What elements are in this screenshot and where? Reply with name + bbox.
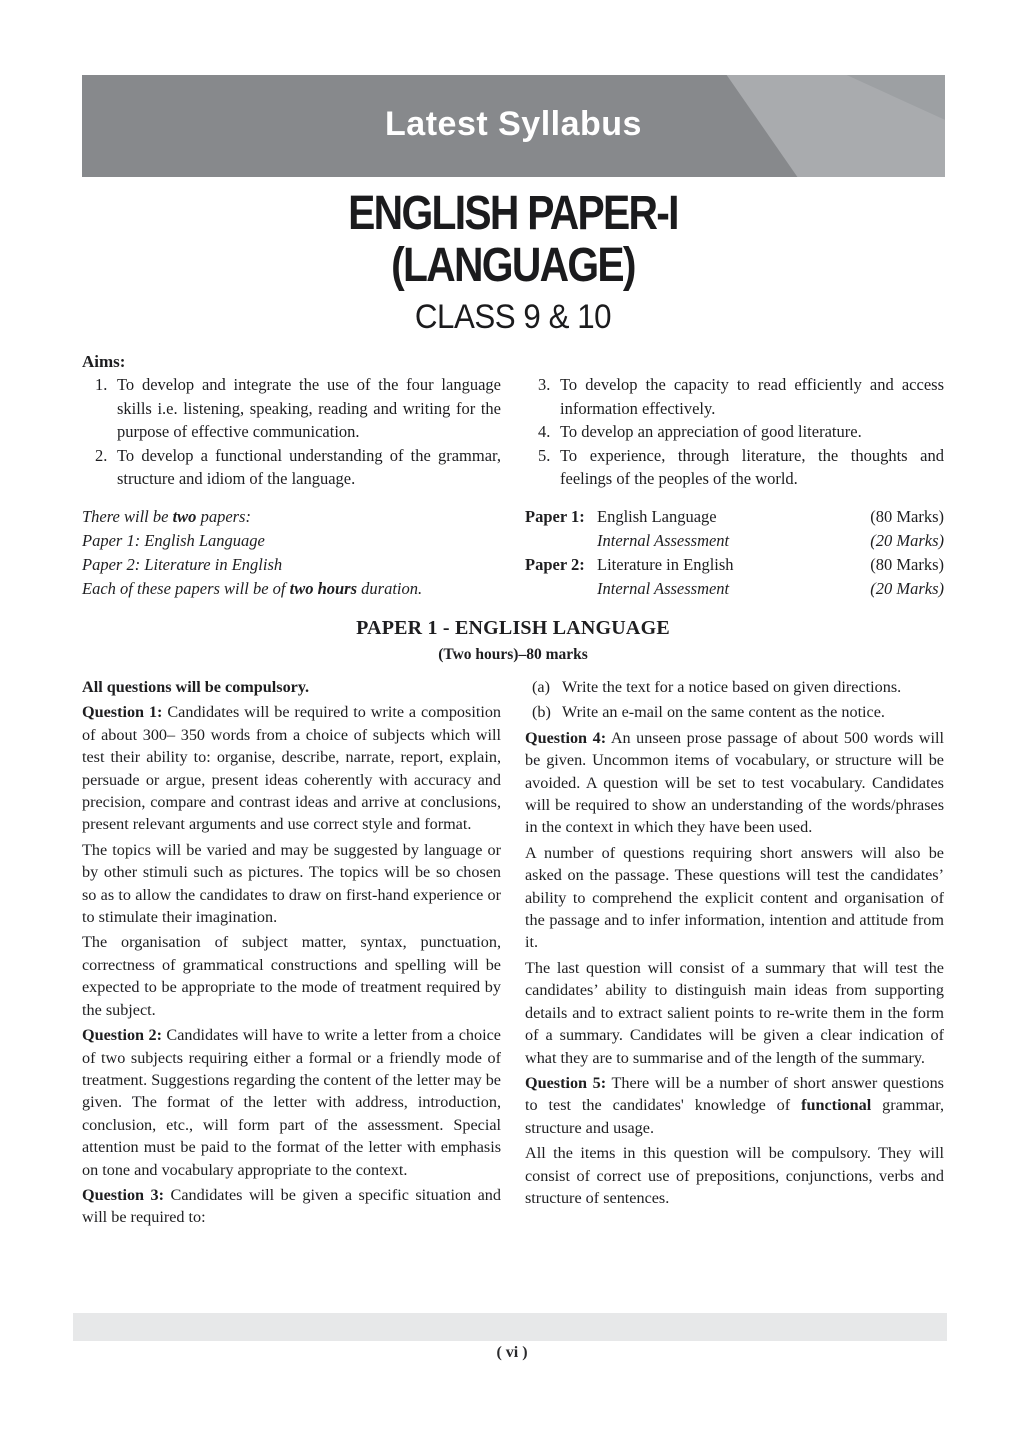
paper-label: Paper 1:	[525, 507, 585, 526]
organisation-paragraph: The organisation of subject matter, syntax, punctuation, correctness of grammatical constructions and spelling will be expected to be appropriate to the mode of treatment required by the subject.	[82, 933, 501, 1019]
paper-marks: (20 Marks)	[870, 531, 944, 550]
aim-item-2	[82, 444, 501, 491]
aim-item-4	[525, 420, 944, 444]
section-subheading: (Two hours)–80 marks	[438, 646, 588, 663]
summary-paragraph: The last question will consist of a summary that will test the candidates’ ability to distinguish main ideas from supporting details and to extract salient points to re-write them in the form of a summary. Candidates will be given a clear indication of what they are to summarise and of the length of the summary.	[525, 958, 944, 1067]
papers-note	[82, 505, 501, 601]
question-5-text-before: There will be a number of short answer questions to test the candidates' knowledge of	[525, 1073, 944, 1115]
list-item-a-number: (a)	[532, 678, 550, 696]
paper-row	[525, 577, 944, 601]
aim-text: To experience, through literature, the thoughts and feelings of the peoples of the world.	[560, 445, 944, 489]
paper-name: English Language	[597, 507, 717, 526]
short-answers-paragraph: A number of questions requiring short answers will also be asked on the passage. These questions will test the candidates’ ability to comprehend the explicit content and organisation of the passage and to infer information, intention and attitude from it.	[525, 843, 944, 952]
paper-label	[525, 529, 597, 553]
aim-number: 3.	[538, 375, 551, 394]
aim-text: To develop and integrate the use of the four language skills i.e. listening, speaking, reading and writing for the purpose of effective communication.	[117, 375, 501, 442]
paper-marks: (80 Marks)	[870, 507, 944, 526]
syllabus-banner	[82, 75, 945, 177]
papers-overview-section	[82, 505, 944, 601]
question-4-label: Question 4:	[525, 728, 607, 747]
section-heading: PAPER 1 - ENGLISH LANGUAGE	[356, 617, 670, 639]
paper-row	[525, 529, 944, 553]
list-item-a-text: Write the text for a notice based on given directions.	[562, 678, 902, 696]
question-1-label: Question 1:	[82, 703, 163, 722]
note-line-2: Paper 1: English Language	[82, 531, 265, 550]
question-3-label: Question 3:	[82, 1185, 165, 1204]
aim-item-5	[525, 444, 944, 491]
footer-bar	[73, 1313, 947, 1341]
paper-marks: (20 Marks)	[870, 579, 944, 598]
aims-list-left	[82, 373, 501, 491]
question-5-paragraph	[525, 1072, 944, 1139]
aim-text: To develop an appreciation of good literature.	[560, 422, 862, 442]
aims-list-right	[525, 373, 944, 491]
aim-text: To develop the capacity to read efficiently and access information effectively.	[560, 375, 944, 418]
list-item-b-text: Write an e-mail on the same content as the notice.	[562, 703, 885, 722]
note-text: There will be	[82, 507, 173, 526]
question-4-text: An unseen prose passage of about 500 words will be given. Uncommon items of vocabulary, or structure will be avoided. A question will be set to test vocabulary. Candidates will be required to show an understanding of the words/phrases in the context in which they have been used.	[525, 728, 944, 837]
question-1-text: Candidates will be required to write a composition of about 300– 350 words from a choice of subjects which will test their ability to: organise, describe, narrate, report, explain, persuade or argue, present ideas coherently with accuracy and precision, compare and contrast ideas and arrive at conclusions, present relevant arguments and use correct style and format.	[82, 703, 502, 834]
paper-label	[525, 577, 597, 601]
banner-title: Latest Syllabus	[385, 104, 642, 143]
aim-number: 1.	[95, 375, 108, 394]
compulsory-items-paragraph: All the items in this question will be compulsory. They will consist of correct use of prepositions, conjunctions, verbs and structure of sentences.	[525, 1144, 944, 1207]
note-text: duration.	[357, 579, 423, 598]
title-line-2: (LANGUAGE)	[391, 239, 635, 292]
aim-item-3	[525, 373, 944, 420]
paper-name: Literature in English	[597, 555, 734, 574]
note-line-3: Paper 2: Literature in English	[82, 555, 283, 574]
papers-marks-table	[525, 505, 944, 601]
compulsory-note: All questions will be compulsory.	[82, 678, 310, 696]
aim-number: 2.	[95, 445, 108, 465]
note-line-1	[82, 505, 501, 529]
question-4-paragraph	[525, 727, 944, 839]
note-bold-text: two	[172, 507, 197, 526]
question-5-bold-word: functional	[801, 1096, 872, 1115]
aims-heading: Aims:	[82, 352, 126, 371]
topics-paragraph: The topics will be varied and may be suggested by language or by other stimuli such as pictures. The topics will be so chosen so as to allow the candidates to draw on first-hand experience or to stimulate their imagination.	[82, 840, 501, 927]
aim-number: 5.	[538, 445, 551, 465]
note-line-4	[82, 577, 501, 601]
title-line-class: CLASS 9 & 10	[414, 298, 612, 336]
aim-item-1	[82, 373, 501, 444]
aims-section	[82, 350, 944, 491]
paper1-section-head	[82, 615, 944, 667]
paper-name: Internal Assessment	[597, 579, 730, 598]
note-text: papers:	[196, 507, 251, 526]
list-item-b-number: (b)	[532, 703, 551, 722]
paper-name: Internal Assessment	[597, 531, 730, 550]
aim-number: 4.	[538, 422, 551, 442]
right-column	[525, 676, 944, 1232]
question-2-paragraph	[82, 1024, 501, 1181]
syllabus-body	[82, 676, 944, 1232]
question-3-paragraph	[82, 1184, 501, 1229]
left-column	[82, 676, 501, 1232]
question-2-text: Candidates will have to write a letter from a choice of two subjects requiring either a formal or a friendly mode of treatment. Suggestions regarding the content of the letter may be given. The format of the letter with address, introduction, conclusion, etc., will form part of the assessment. Special attention must be paid to the format of the letter with emphasis on tone and vocabulary appropriate to the context.	[82, 1026, 501, 1179]
main-title-block	[82, 188, 944, 342]
paper-label: Paper 2:	[525, 555, 585, 574]
list-item-a	[525, 676, 944, 698]
note-bold-text: two hours	[289, 579, 358, 598]
question-1-paragraph	[82, 701, 501, 835]
question-3-text: Candidates will be given a specific situation and will be required to:	[82, 1185, 501, 1227]
paper-row	[525, 553, 944, 577]
note-text: Each of these papers will be of	[82, 579, 290, 598]
page-number: ( vi )	[496, 1344, 528, 1361]
aim-text: To develop a functional understanding of the grammar, structure and idiom of the language.	[117, 445, 501, 489]
paper-row	[525, 505, 944, 529]
question-5-label: Question 5:	[525, 1073, 607, 1092]
question-5-text-after: grammar, structure and usage.	[525, 1096, 945, 1137]
paper-marks: (80 Marks)	[870, 555, 944, 574]
question-2-label: Question 2:	[82, 1026, 162, 1045]
title-line-1: ENGLISH PAPER-I	[348, 187, 678, 240]
list-item-b	[525, 701, 944, 723]
